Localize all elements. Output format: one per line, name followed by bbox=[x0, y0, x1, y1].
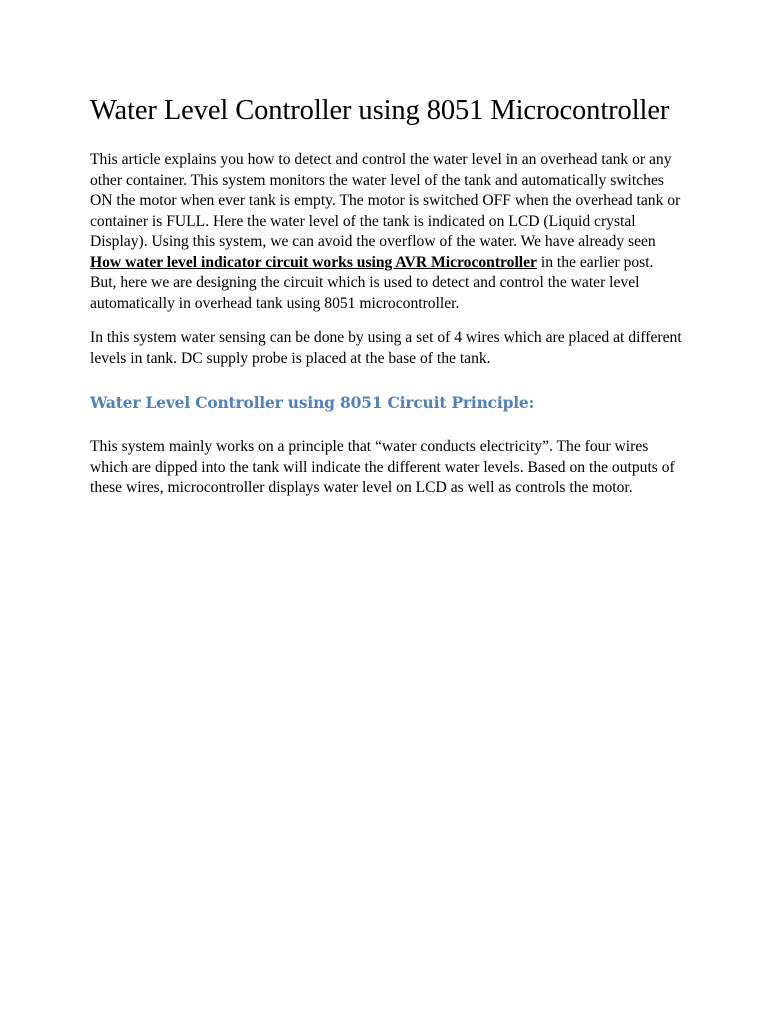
page-title: Water Level Controller using 8051 Microcontroller bbox=[90, 95, 670, 126]
section-heading-circuit-principle: Water Level Controller using 8051 Circuit Principle: bbox=[90, 393, 535, 412]
intro-text-before-link: This article explains you how to detect and control the water level in an overhead tank or any other container. This system monitors the water level of the tank and automatically switches ON the motor when ever tank is empty. The motor is switched OFF when the overhead tank or container is FULL. Here the water level of the tank is indicated on LCD (Liquid crystal Display). Using this system, we can avoid the overflow of the water. We have already seen bbox=[90, 151, 681, 250]
sensing-paragraph: In this system water sensing can be done by using a set of 4 wires which are placed at different levels in tank. DC supply probe is placed at the base of the tank. bbox=[90, 329, 682, 367]
avr-article-link[interactable]: How water level indicator circuit works using AVR Microcontroller bbox=[90, 253, 537, 271]
intro-text-after-link: in the earlier post. But, here we are designing the circuit which is used to detect and control the water level automatically in overhead tank using 8051 microcontroller. bbox=[90, 253, 654, 312]
principle-paragraph: This system mainly works on a principle that “water conducts electricity”. The four wires which are dipped into the tank will indicate the different water levels. Based on the outputs of these wires, microcontroller displays water level on LCD as well as controls the motor. bbox=[90, 438, 675, 496]
intro-paragraph bbox=[90, 150, 682, 314]
